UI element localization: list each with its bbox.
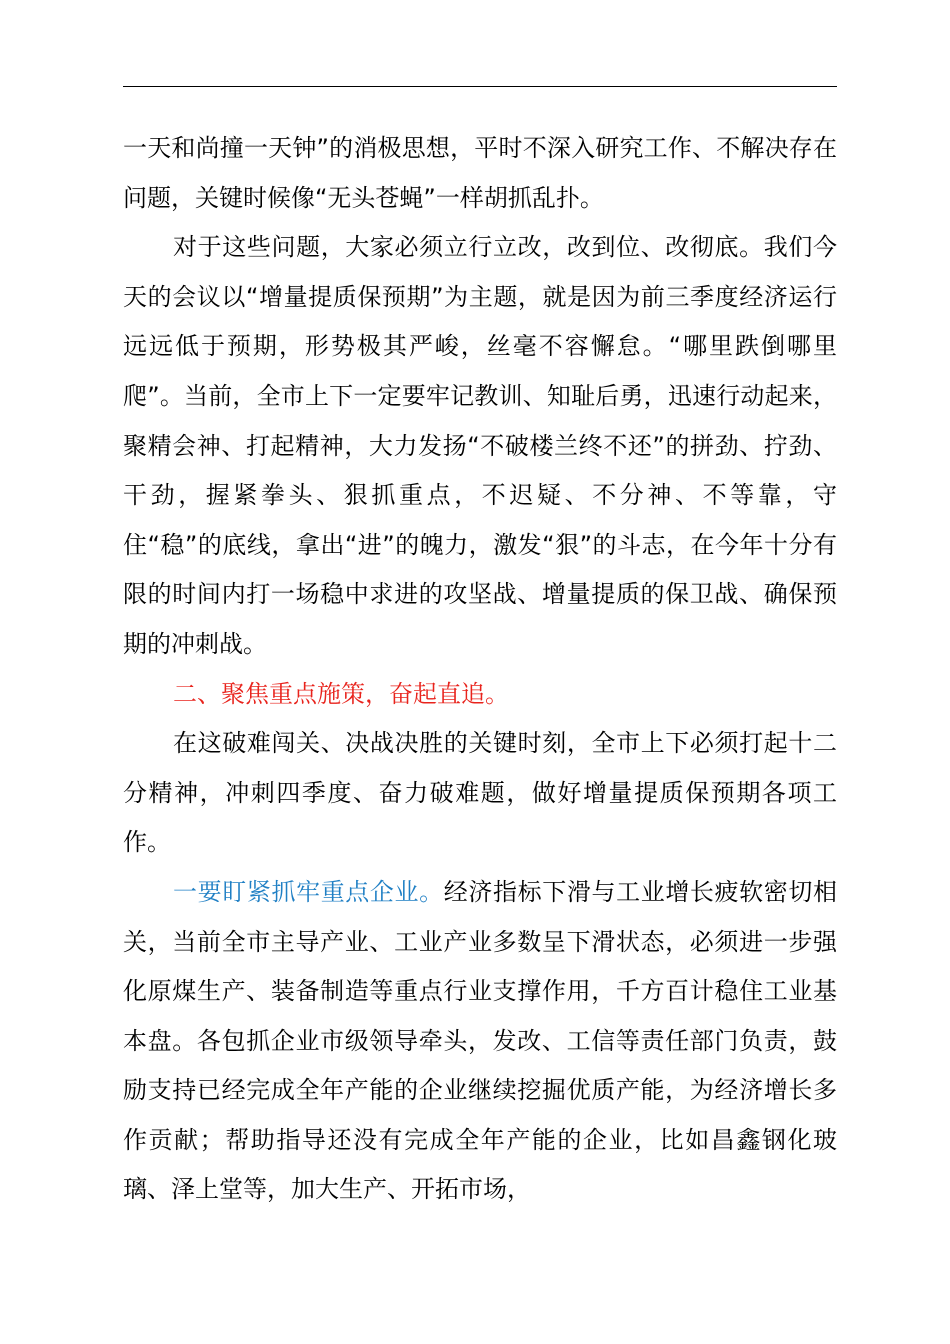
document-body (123, 124, 837, 1215)
subheading-lead: 一要盯紧抓牢重点企业。 (173, 877, 444, 906)
paragraph-continuation: 一天和尚撞一天钟”的消极思想，平时不深入研究工作、不解决存在问题，关键时候像“无头苍蝇”一样胡抓乱扑。 (123, 134, 837, 212)
paragraph-section-intro: 在这破难闯关、决战决胜的关键时刻，全市上下必须打起十二分精神，冲刺四季度、奋力破难题，做好增量提质保预期各项工作。 (123, 729, 837, 857)
paragraph-key-enterprises-text: 经济指标下滑与工业增长疲软密切相关，当前全市主导产业、工业产业多数呈下滑状态，必须进一步强化原煤生产、装备制造等重点行业支撑作用，千方百计稳住工业基本盘。各包抓企业市级领导牵头，发改、工信等责任部门负责，鼓励支持已经完成全年产能的企业继续挖掘优质产能，为经济增长多作贡献；帮助指导还没有完成全年产能的企业，比如昌鑫钢化玻璃、泽上堂等，加大生产、开拓市场， (123, 877, 838, 1204)
paragraph-key-enterprises (123, 868, 837, 1215)
header-rule (123, 86, 837, 87)
section-heading-2: 二、聚焦重点施策，奋起直追。 (173, 679, 509, 708)
paragraph-rectification: 对于这些问题，大家必须立行立改，改到位、改彻底。我们今天的会议以“增量提质保预期”为主题，就是因为前三季度经济运行远远低于预期，形势极其严峻，丝毫不容懈怠。“哪里跌倒哪里爬”。当前，全市上下一定要牢记教训、知耻后勇，迅速行动起来，聚精会神、打起精神，大力发扬“不破楼兰终不还”的拼劲、拧劲、干劲，握紧拳头、狠抓重点，不迟疑、不分神、不等靠，守住“稳”的底线，拿出“进”的魄力，激发“狠”的斗志，在今年十分有限的时间内打一场稳中求进的攻坚战、增量提质的保卫战、确保预期的冲刺战。 (123, 233, 837, 658)
